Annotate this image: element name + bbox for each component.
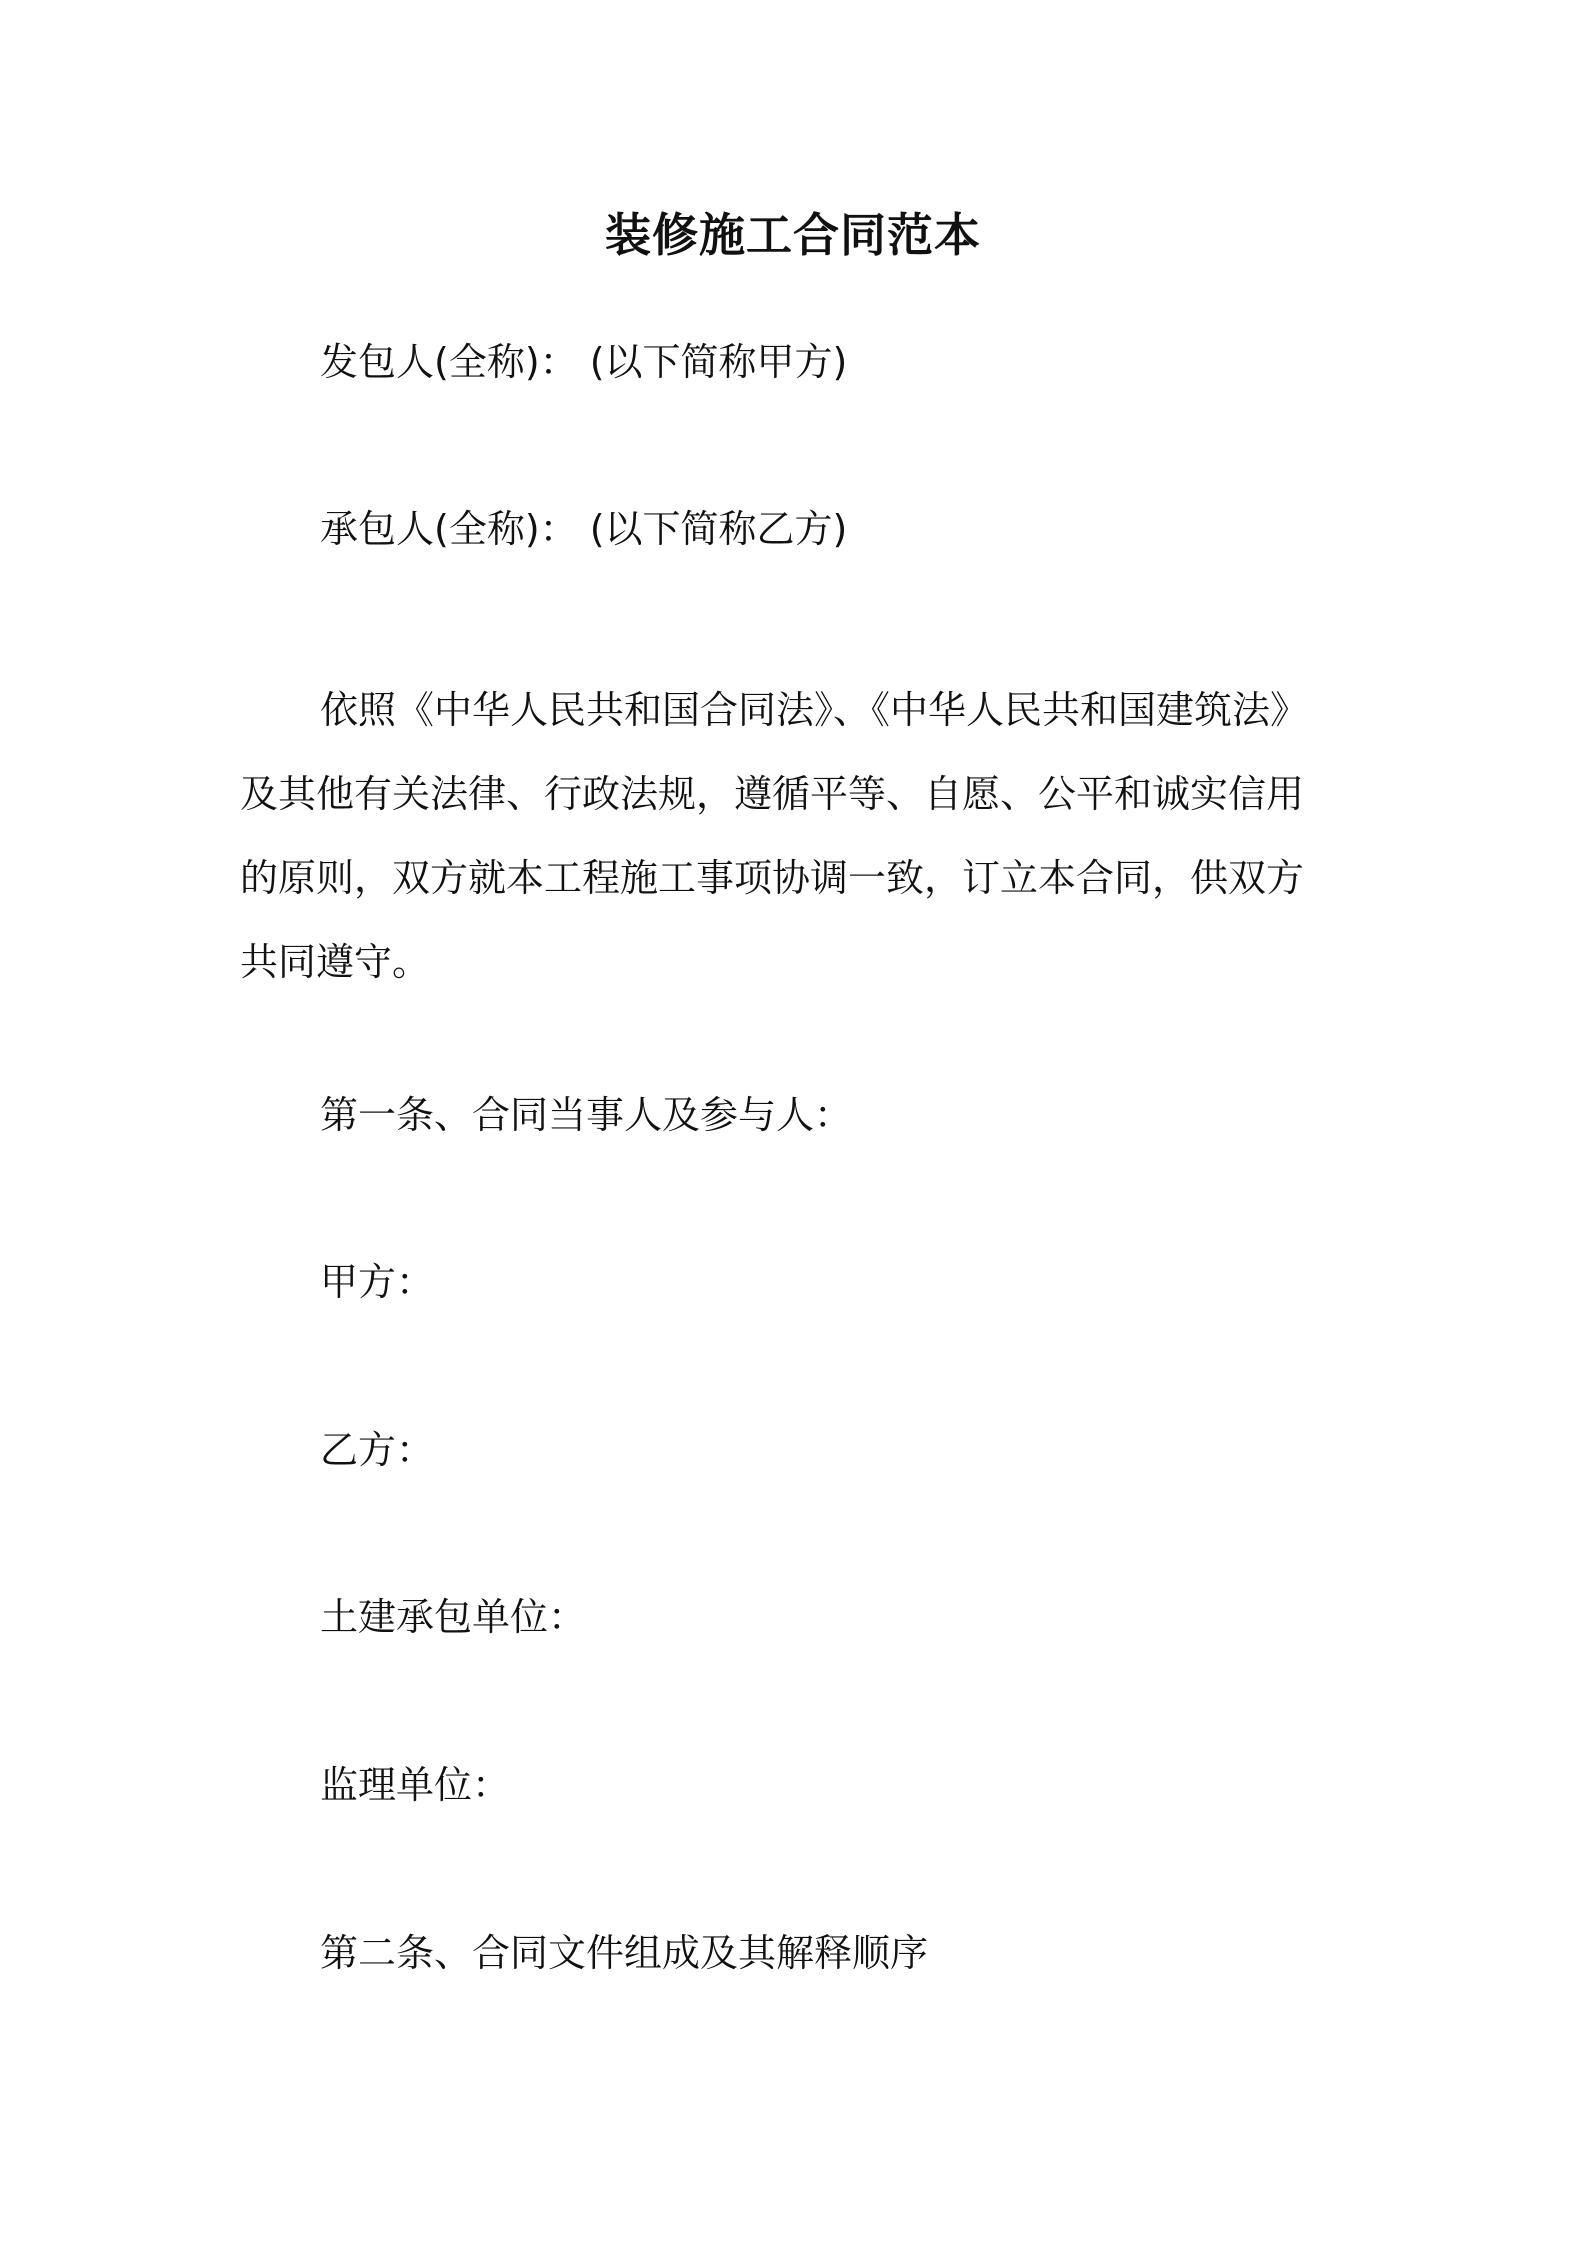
party-a-line: 甲方： — [320, 1260, 435, 1304]
supervisor-line: 监理单位： — [320, 1763, 511, 1807]
document-title: 装修施工合同范本 — [605, 208, 981, 262]
preamble-line: 依照《中华人民共和国合同法》、《中华人民共和国建筑法》 — [320, 688, 1309, 732]
employer-line: 发包人(全称)： (以下简称甲方) — [320, 340, 848, 384]
preamble-line: 的原则，双方就本工程施工事项协调一致，订立本合同，供双方 — [240, 856, 1305, 900]
preamble-paragraph — [240, 668, 1355, 1004]
article-2-heading: 第二条、合同文件组成及其解释顺序 — [320, 1931, 929, 1975]
civil-contractor-line: 土建承包单位： — [320, 1595, 587, 1639]
preamble-line: 及其他有关法律、行政法规，遵循平等、自愿、公平和诚实信用 — [240, 772, 1305, 816]
preamble-line: 共同遵守。 — [240, 940, 431, 984]
contractor-line: 承包人(全称)： (以下简称乙方) — [320, 507, 848, 551]
article-1-heading: 第一条、合同当事人及参与人： — [320, 1093, 853, 1137]
party-b-line: 乙方： — [320, 1428, 435, 1472]
